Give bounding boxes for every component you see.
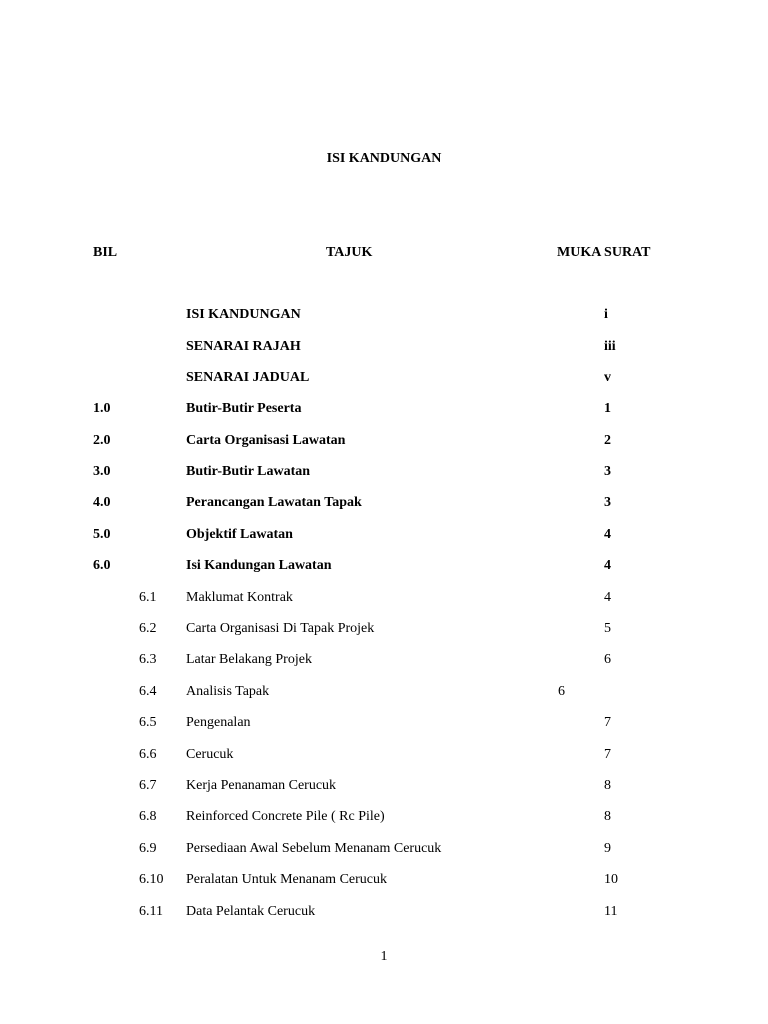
toc-entry-title: Butir-Butir Peserta [186, 401, 302, 416]
toc-entry-title: SENARAI JADUAL [186, 370, 310, 385]
toc-entry-page: 3 [604, 464, 611, 479]
toc-subentry [0, 714, 768, 732]
toc-entry-number: 6.4 [139, 684, 157, 699]
toc-entry [0, 400, 768, 418]
toc-entry-number: 2.0 [93, 433, 111, 448]
toc-entry [0, 463, 768, 481]
toc-entry-title: Persediaan Awal Sebelum Menanam Cerucuk [186, 841, 442, 856]
toc-entry-page: 5 [604, 621, 611, 636]
toc-entry-number: 6.5 [139, 715, 157, 730]
toc-entry-page: 4 [604, 558, 611, 573]
toc-entry-title: Isi Kandungan Lawatan [186, 558, 332, 573]
toc-entry-number: 6.11 [139, 904, 163, 919]
toc-entry-title: Analisis Tapak [186, 684, 270, 699]
toc-subentry [0, 903, 768, 921]
toc-entry-page: 9 [604, 841, 611, 856]
toc-subentry [0, 620, 768, 638]
toc-entry-page: v [604, 370, 611, 385]
toc-entry-title: Objektif Lawatan [186, 527, 293, 542]
toc-entry-number: 3.0 [93, 464, 111, 479]
toc-entry-number: 6.1 [139, 590, 157, 605]
toc-entry-page: 7 [604, 747, 611, 762]
toc-entry [0, 369, 768, 387]
toc-entry-title: Butir-Butir Lawatan [186, 464, 311, 479]
toc-entry [0, 494, 768, 512]
toc-entry-page: 3 [604, 495, 611, 510]
column-header-muka-surat: MUKA SURAT [557, 245, 651, 260]
toc-entry-page: 4 [604, 527, 611, 542]
toc-entry-page: 6 [558, 684, 565, 699]
toc-subentry [0, 683, 768, 701]
toc-entry-title: Data Pelantak Cerucuk [186, 904, 316, 919]
toc-subentry [0, 808, 768, 826]
toc-entry-title: Cerucuk [186, 747, 234, 762]
toc-entry-page: 1 [604, 401, 611, 416]
toc-entry-number: 6.10 [139, 872, 164, 887]
toc-entry-number: 5.0 [93, 527, 111, 542]
toc-entry-number: 6.6 [139, 747, 157, 762]
page-title: ISI KANDUNGAN [326, 151, 442, 166]
toc-entry-title: Perancangan Lawatan Tapak [186, 495, 362, 510]
column-header-bil: BIL [93, 245, 118, 260]
toc-entry-number: 1.0 [93, 401, 111, 416]
toc-entry-number: 4.0 [93, 495, 111, 510]
toc-entry-number: 6.2 [139, 621, 157, 636]
toc-entry-number: 6.9 [139, 841, 157, 856]
toc-entry-page: 11 [604, 904, 618, 919]
column-header-tajuk: TAJUK [326, 245, 373, 260]
toc-entry-page: 6 [604, 652, 611, 667]
toc-entry-page: 8 [604, 778, 611, 793]
toc-entry [0, 338, 768, 356]
toc-subentry [0, 651, 768, 669]
toc-entry-number: 6.7 [139, 778, 157, 793]
toc-entry-title: SENARAI RAJAH [186, 339, 301, 354]
toc-entry-title: Latar Belakang Projek [186, 652, 312, 667]
toc-entry-title: Carta Organisasi Di Tapak Projek [186, 621, 375, 636]
toc-entry-page: 4 [604, 590, 611, 605]
toc-entry [0, 526, 768, 544]
toc-entry [0, 557, 768, 575]
toc-entry-title: ISI KANDUNGAN [186, 307, 301, 322]
toc-entry-page: 8 [604, 809, 611, 824]
toc-entry-title: Kerja Penanaman Cerucuk [186, 778, 337, 793]
toc-subentry [0, 871, 768, 889]
toc-entry-page: i [604, 307, 608, 322]
toc-entry-page: 2 [604, 433, 611, 448]
toc-subentry [0, 746, 768, 764]
toc-entry-title: Maklumat Kontrak [186, 590, 293, 605]
toc-entry-number: 6.3 [139, 652, 157, 667]
toc-entry [0, 306, 768, 324]
toc-entry-title: Reinforced Concrete Pile ( Rc Pile) [186, 809, 385, 824]
toc-entry-number: 6.0 [93, 558, 111, 573]
toc-subentry [0, 777, 768, 795]
toc-subentry [0, 589, 768, 607]
toc-entry-page: 10 [604, 872, 618, 887]
toc-entry-title: Pengenalan [186, 715, 251, 730]
toc-entry-title: Carta Organisasi Lawatan [186, 433, 346, 448]
toc-subentry [0, 840, 768, 858]
toc-entry-page: 7 [604, 715, 611, 730]
toc-entry-title: Peralatan Untuk Menanam Cerucuk [186, 872, 387, 887]
toc-entry-page: iii [604, 339, 616, 354]
toc-entry-number: 6.8 [139, 809, 157, 824]
toc-entry [0, 432, 768, 450]
page-number: 1 [380, 949, 388, 964]
